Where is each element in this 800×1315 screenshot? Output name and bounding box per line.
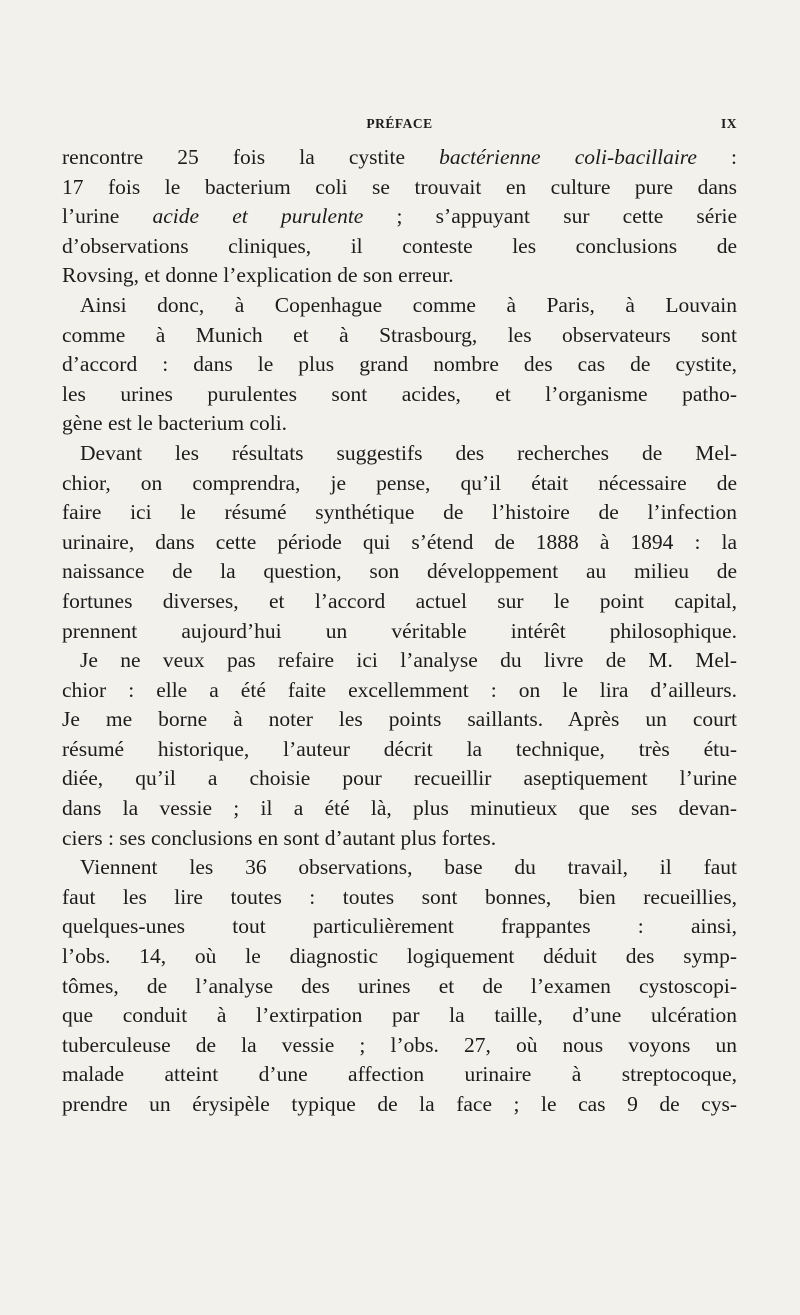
text-segment: comme à Munich et à Strasbourg, les observateurs sont: [62, 322, 737, 347]
text-segment: Rovsing, et donne l’explication de son erreur.: [62, 263, 454, 288]
italic-text: acide et purulente: [152, 204, 364, 229]
text-segment: dans la vessie ; il a été là, plus minutieux que ses devan-: [62, 796, 737, 821]
text-line: [62, 972, 737, 1002]
text-segment: fortunes diverses, et l’accord actuel sur le point capital,: [62, 588, 737, 613]
text-line: [62, 646, 737, 676]
text-segment: malade atteint d’une affection urinaire à streptocoque,: [62, 1062, 737, 1087]
running-title: PRÉFACE: [366, 116, 433, 131]
text-line: [62, 380, 737, 410]
text-segment: urinaire, dans cette période qui s’étend de 1888 à 1894 : la: [62, 529, 737, 554]
text-segment: Je ne veux pas refaire ici l’analyse du livre de M. Mel-: [80, 648, 737, 673]
text-segment: diée, qu’il a choisie pour recueillir aseptiquement l’urine: [62, 766, 737, 791]
text-line: [62, 824, 737, 854]
text-line: [62, 912, 737, 942]
text-line: [62, 321, 737, 351]
text-segment: prennent aujourd’hui un véritable intérêt philosophique.: [62, 618, 737, 643]
text-line: [62, 439, 737, 469]
text-segment: les urines purulentes sont acides, et l’organisme patho-: [62, 381, 737, 406]
text-line: [62, 557, 737, 587]
text-line: [62, 883, 737, 913]
text-segment: quelques-unes tout particulièrement frappantes : ainsi,: [62, 914, 737, 939]
text-line: [62, 794, 737, 824]
text-segment: prendre un érysipèle typique de la face ; le cas 9 de cys-: [62, 1092, 737, 1116]
text-segment: faut les lire toutes : toutes sont bonnes, bien recueillies,: [62, 884, 737, 909]
text-segment: l’obs. 14, où le diagnostic logiquement déduit des symp-: [62, 944, 737, 969]
text-segment: chior, on comprendra, je pense, qu’il était nécessaire de: [62, 470, 737, 495]
text-segment: naissance de la question, son développement au milieu de: [62, 559, 737, 584]
text-segment: rencontre 25 fois la cystite: [62, 145, 440, 169]
text-line: [62, 942, 737, 972]
text-segment: Je me borne à noter les points saillants. Après un court: [62, 707, 737, 732]
text-segment: :: [696, 145, 737, 169]
text-segment: Viennent les 36 observations, base du travail, il faut: [80, 855, 737, 880]
text-line: [62, 764, 737, 794]
text-segment: tômes, de l’analyse des urines et de l’examen cystoscopi-: [62, 973, 737, 998]
text-segment: 17 fois le bacterium coli se trouvait en culture pure dans: [62, 174, 737, 199]
text-line: [62, 1060, 737, 1090]
text-line: [62, 587, 737, 617]
text-line: [62, 617, 737, 647]
text-line: [62, 202, 737, 232]
text-line: [62, 232, 737, 262]
text-segment: Devant les résultats suggestifs des recherches de Mel-: [80, 440, 737, 465]
text-line: [62, 469, 737, 499]
text-line: [62, 409, 737, 439]
text-line: [62, 350, 737, 380]
text-segment: d’accord : dans le plus grand nombre des cas de cystite,: [62, 352, 737, 377]
text-segment: ; s’appuyant sur cette série: [363, 204, 737, 229]
text-segment: que conduit à l’extirpation par la taille, d’une ulcération: [62, 1003, 737, 1028]
text-line: [62, 1001, 737, 1031]
text-segment: faire ici le résumé synthétique de l’histoire de l’infection: [62, 500, 737, 525]
text-line: [62, 261, 737, 291]
text-line: [62, 676, 737, 706]
text-segment: l’urine: [62, 204, 153, 229]
text-line: [62, 853, 737, 883]
italic-text: bactérienne coli-bacillaire: [439, 145, 697, 169]
page-number: IX: [720, 116, 737, 131]
running-header: [62, 116, 737, 138]
text-line: [62, 1031, 737, 1061]
text-segment: résumé historique, l’auteur décrit la technique, très étu-: [62, 736, 737, 761]
text-line: [62, 173, 737, 203]
body-text: [62, 143, 737, 1120]
text-line: [62, 143, 737, 173]
text-segment: Ainsi donc, à Copenhague comme à Paris, à Louvain: [80, 292, 737, 317]
text-line: [62, 1090, 737, 1120]
text-line: [62, 735, 737, 765]
text-line: [62, 528, 737, 558]
text-line: [62, 705, 737, 735]
text-line: [62, 291, 737, 321]
text-segment: gène est le bacterium coli.: [62, 411, 288, 436]
text-segment: d’observations cliniques, il conteste les conclusions de: [62, 233, 737, 258]
text-line: [62, 498, 737, 528]
text-segment: chior : elle a été faite excellemment : on le lira d’ailleurs.: [62, 677, 737, 702]
text-segment: ciers : ses conclusions en sont d’autant plus fortes.: [62, 825, 497, 850]
text-segment: tuberculeuse de la vessie ; l’obs. 27, où nous voyons un: [62, 1032, 737, 1057]
